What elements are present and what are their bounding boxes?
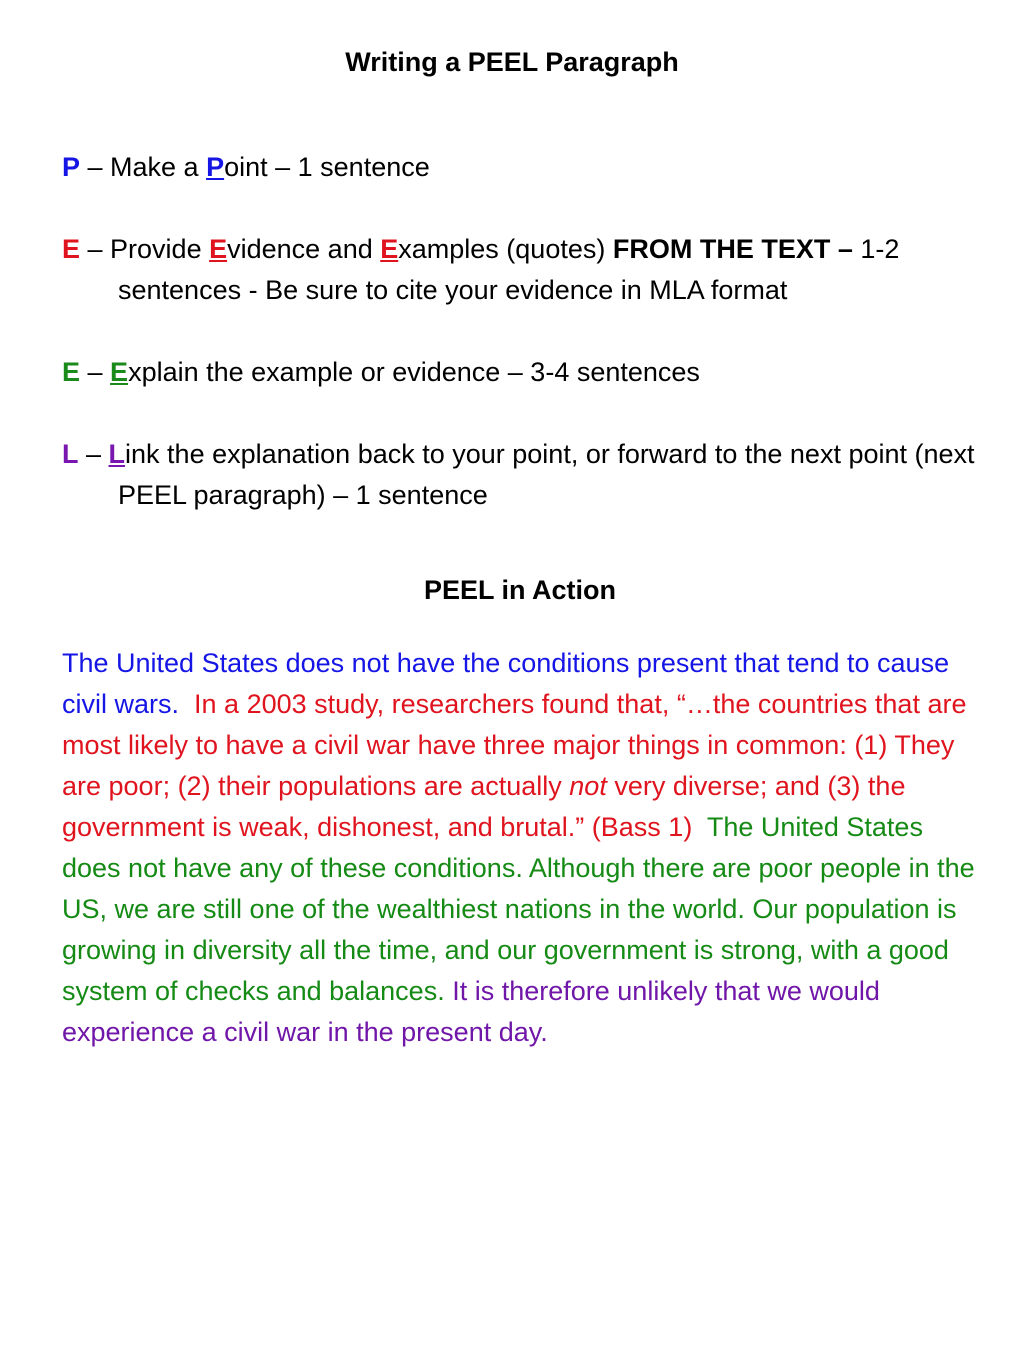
- example-point: The United States does not have the conditions present that tend to cause civil wars.: [62, 648, 950, 719]
- item-letter: E: [62, 234, 81, 264]
- example-explain: The United States does not have any of these conditions. Although there are poor people in the US, we are still one of the wealthiest nations in the world. Our population is growing in diversity all the time, and our government is strong, with a good system of checks and balances.: [62, 812, 975, 1006]
- peel-item-link: [62, 434, 982, 516]
- item-emphasis: FROM THE TEXT –: [612, 234, 861, 264]
- item-key-letter: L: [108, 439, 126, 469]
- example-paragraph: [62, 643, 987, 1053]
- item-text: xamples (quotes): [398, 234, 613, 264]
- item-text: –: [80, 357, 111, 387]
- evidence-italic: not: [569, 771, 607, 801]
- item-letter: E: [62, 357, 81, 387]
- item-key-letter: P: [206, 152, 225, 182]
- peel-item-evidence: [62, 229, 982, 311]
- item-letter: L: [62, 439, 79, 469]
- section-title: PEEL in Action: [423, 575, 617, 605]
- item-text: – Provide: [80, 234, 210, 264]
- item-text: vidence and: [227, 234, 381, 264]
- item-text: oint – 1 sentence: [224, 152, 430, 182]
- evidence-text: In a 2003 study, researchers found that, “…the countries that are most likely to have a civil war have three major things in common: (1) They are poor; (2) their populations are actually: [62, 689, 967, 801]
- item-letter: P: [62, 152, 81, 182]
- page-title: Writing a PEEL Paragraph: [345, 47, 679, 77]
- example-link: It is therefore unlikely that we would experience a civil war in the present day.: [62, 976, 880, 1047]
- evidence-text: very diverse; and (3) the government is weak, dishonest, and brutal.” (Bass 1): [62, 771, 906, 842]
- item-text: – Make a: [80, 152, 207, 182]
- peel-item-point: [62, 147, 982, 188]
- item-key-letter: E: [209, 234, 228, 264]
- item-text: xplain the example or evidence – 3-4 sentences: [128, 357, 700, 387]
- peel-item-explain: [62, 352, 982, 393]
- item-text: 1-2 sentences - Be sure to cite your evidence in MLA format: [118, 234, 900, 305]
- item-key-letter: E: [110, 357, 129, 387]
- item-text: –: [78, 439, 109, 469]
- item-text: ink the explanation back to your point, or forward to the next point (next PEEL paragraph) – 1 sentence: [118, 439, 975, 510]
- item-key-letter: E: [380, 234, 399, 264]
